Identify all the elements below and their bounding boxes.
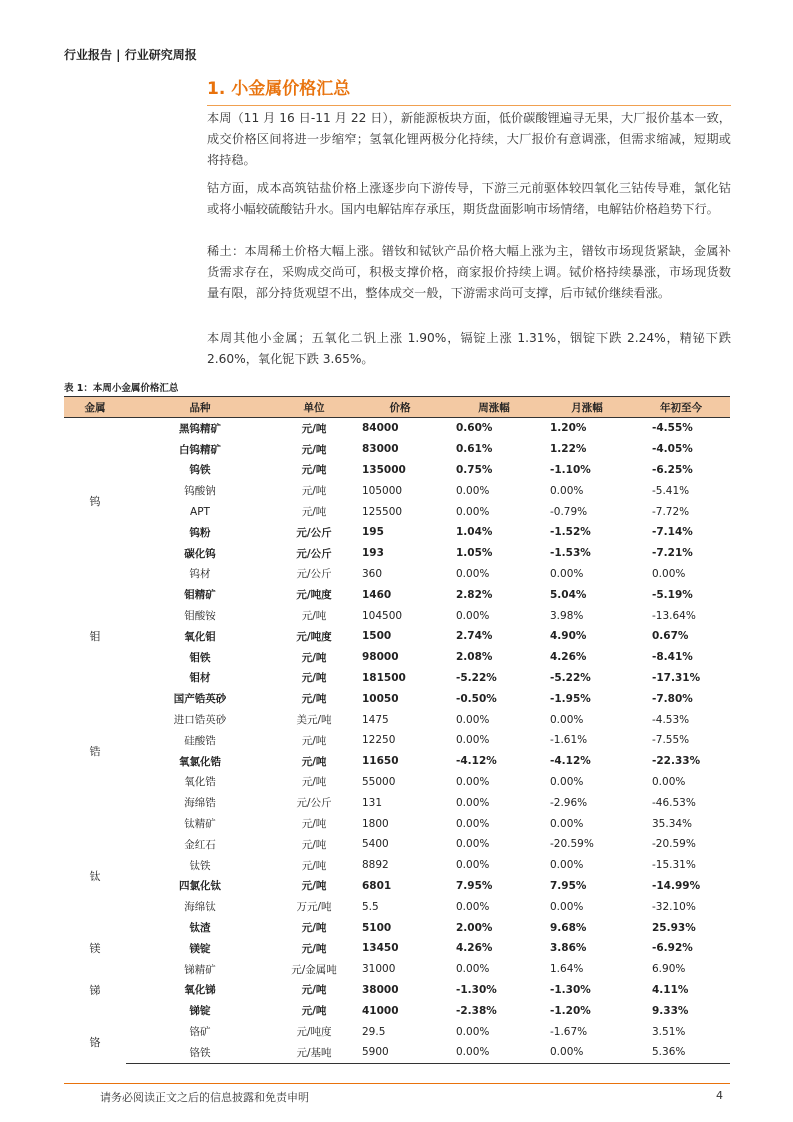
table-row bbox=[64, 959, 730, 980]
footer-divider bbox=[64, 1083, 730, 1084]
month-change-cell: -1.20% bbox=[550, 1004, 591, 1017]
unit-cell: 元/吨 bbox=[301, 693, 327, 706]
ytd-change-cell: -4.05% bbox=[652, 443, 693, 456]
week-change-cell: 0.00% bbox=[456, 505, 490, 518]
month-change-cell: -1.95% bbox=[550, 692, 591, 705]
week-change-cell: 0.00% bbox=[446, 1042, 542, 1063]
table-row bbox=[64, 1042, 730, 1063]
table-row bbox=[64, 1021, 730, 1042]
month-change-cell: 7.95% bbox=[550, 879, 587, 892]
table-row bbox=[64, 709, 730, 730]
price-cell: 31000 bbox=[362, 963, 396, 976]
price-cell: 12250 bbox=[362, 734, 396, 747]
variety-cell: 钛精矿 bbox=[184, 818, 216, 831]
week-change-cell: 2.74% bbox=[456, 630, 493, 643]
price-cell: 105000 bbox=[362, 484, 403, 497]
unit-cell: 元/吨 bbox=[301, 422, 327, 435]
price-cell: 104500 bbox=[362, 609, 403, 622]
table-row bbox=[64, 938, 730, 959]
price-cell: 193 bbox=[362, 547, 384, 560]
unit-cell: 元/吨 bbox=[301, 506, 327, 519]
month-change-cell: 4.26% bbox=[550, 651, 587, 664]
ytd-change-cell: -20.59% bbox=[652, 838, 696, 851]
ytd-change-cell: -32.10% bbox=[652, 900, 696, 913]
week-change-cell: -2.38% bbox=[456, 1004, 497, 1017]
month-change-cell: 5.04% bbox=[550, 588, 587, 601]
price-table-body bbox=[64, 418, 730, 1064]
ytd-change-cell: -17.31% bbox=[652, 671, 701, 684]
week-change-cell: 0.75% bbox=[456, 463, 493, 476]
variety-cell: 黑钨精矿 bbox=[179, 422, 221, 435]
metal-group-label: 钼 bbox=[89, 630, 101, 644]
variety-cell: 进口锆英砂 bbox=[173, 714, 227, 727]
price-cell: 360 bbox=[362, 567, 383, 580]
page-number: 4 bbox=[716, 1089, 723, 1102]
variety-cell: 钼酸铵 bbox=[184, 610, 216, 623]
table-row bbox=[64, 980, 730, 1001]
header-ytd-change: 年初至今 bbox=[632, 397, 730, 418]
ytd-change-cell: 35.34% bbox=[652, 817, 693, 830]
month-change-cell: -1.30% bbox=[550, 983, 591, 996]
table-row bbox=[64, 460, 730, 481]
unit-cell: 元/吨 bbox=[301, 651, 327, 664]
week-change-cell: 0.00% bbox=[456, 817, 490, 830]
table-row bbox=[64, 834, 730, 855]
price-cell: 1500 bbox=[362, 630, 392, 643]
unit-cell: 元/吨 bbox=[301, 922, 327, 935]
price-cell: 1475 bbox=[362, 713, 389, 726]
ytd-change-cell: -5.19% bbox=[652, 588, 693, 601]
variety-cell: 钛渣 bbox=[189, 922, 211, 935]
ytd-change-cell: 4.11% bbox=[652, 983, 689, 996]
variety-cell: 锑锭 bbox=[189, 1005, 211, 1018]
metal-group-label: 镁 bbox=[89, 942, 101, 956]
table-row bbox=[64, 564, 730, 585]
month-change-cell: 0.00% bbox=[550, 859, 584, 872]
ytd-change-cell: 0.00% bbox=[652, 567, 686, 580]
month-change-cell: 1.20% bbox=[550, 422, 587, 435]
ytd-change-cell: -14.99% bbox=[652, 879, 701, 892]
ytd-change-cell: -6.92% bbox=[652, 942, 693, 955]
variety-cell: 金红石 bbox=[184, 838, 216, 851]
unit-cell: 元/吨 bbox=[301, 755, 327, 768]
price-cell: 11650 bbox=[362, 755, 399, 768]
week-change-cell: 0.61% bbox=[456, 443, 493, 456]
unit-cell: 元/吨 bbox=[301, 859, 327, 872]
table-row bbox=[64, 751, 730, 772]
variety-cell: 硅酸锆 bbox=[184, 734, 216, 747]
ytd-change-cell: -4.53% bbox=[652, 713, 690, 726]
ytd-change-cell: -7.55% bbox=[652, 734, 690, 747]
week-change-cell: 0.00% bbox=[456, 1025, 490, 1038]
table-row bbox=[64, 876, 730, 897]
week-change-cell: 0.60% bbox=[456, 422, 493, 435]
header-month-change: 月涨幅 bbox=[542, 397, 632, 418]
table-row bbox=[64, 730, 730, 751]
month-change-cell: -4.12% bbox=[550, 755, 591, 768]
price-cell: 125500 bbox=[362, 505, 403, 518]
unit-cell: 元/金属吨 bbox=[291, 963, 337, 976]
table-caption: 表 1：本周小金属价格汇总 bbox=[64, 383, 179, 394]
price-cell: 29.5 bbox=[362, 1025, 386, 1038]
table-row bbox=[64, 792, 730, 813]
variety-cell: 镁锭 bbox=[189, 942, 211, 955]
variety-cell: 钨粉 bbox=[189, 526, 211, 539]
variety-cell: 铬矿 bbox=[189, 1026, 211, 1038]
variety-cell: 海绵钛 bbox=[184, 901, 216, 914]
header-price: 价格 bbox=[354, 397, 446, 418]
variety-cell: 钨酸钠 bbox=[184, 485, 216, 498]
variety-cell: 氧化锆 bbox=[184, 776, 216, 789]
variety-cell: 钨铁 bbox=[189, 464, 211, 477]
price-cell: 5900 bbox=[354, 1042, 446, 1063]
month-change-cell: 0.00% bbox=[550, 900, 584, 913]
ytd-change-cell: -46.53% bbox=[652, 796, 696, 809]
paragraph-rare-earth: 稀土：本周稀土价格大幅上涨。镨钕和铽钬产品价格大幅上涨为主，镨钕市场现货紧缺，金属补货需求存在，采购成交尚可，积极支撑价格，商家报价持续上调。铽价格持续暴涨，市场现货数量有限，部分持货观望不出，整体成交一般，下游需求尚可支撑，后市铽价继续看涨。 bbox=[207, 244, 731, 300]
table-row bbox=[64, 584, 730, 605]
unit-cell: 美元/吨 bbox=[296, 714, 332, 727]
ytd-change-cell: -4.55% bbox=[652, 422, 693, 435]
month-change-cell: 0.00% bbox=[550, 713, 584, 726]
metal-group-label: 铬 bbox=[89, 1036, 101, 1050]
table-row bbox=[64, 1000, 730, 1021]
variety-cell: 铬铁 bbox=[126, 1042, 274, 1063]
unit-cell: 元/公斤 bbox=[296, 547, 332, 560]
unit-cell: 元/吨 bbox=[301, 776, 327, 789]
unit-cell: 万元/吨 bbox=[296, 901, 332, 914]
ytd-change-cell: 6.90% bbox=[652, 963, 686, 976]
unit-cell: 元/吨度 bbox=[296, 1026, 332, 1038]
paragraph-new-energy: 本周（11 月 16 日-11 月 22 日），新能源板块方面，低价碳酸锂遍寻无果，大厂报价基本一致，成交价格区间将进一步缩窄；氢氧化锂两极分化持续，大厂报价有意调涨，但需求缩减，短期或将持稳。 bbox=[207, 111, 731, 167]
variety-cell: 钼材 bbox=[189, 672, 211, 685]
ytd-change-cell: -7.72% bbox=[652, 505, 690, 518]
unit-cell: 元/吨 bbox=[301, 464, 327, 477]
month-change-cell: -20.59% bbox=[550, 838, 594, 851]
table-row bbox=[64, 668, 730, 689]
table-row bbox=[64, 501, 730, 522]
price-cell: 8892 bbox=[362, 859, 389, 872]
table-header-row bbox=[64, 397, 730, 418]
month-change-cell: 3.98% bbox=[550, 609, 584, 622]
price-cell: 135000 bbox=[362, 463, 406, 476]
unit-cell: 元/吨度 bbox=[296, 589, 332, 602]
ytd-change-cell: -8.41% bbox=[652, 651, 693, 664]
unit-cell: 元/吨 bbox=[301, 942, 327, 955]
week-change-cell: 0.00% bbox=[456, 567, 490, 580]
ytd-change-cell: 5.36% bbox=[632, 1042, 730, 1063]
week-change-cell: 4.26% bbox=[456, 942, 493, 955]
unit-cell: 元/公斤 bbox=[296, 526, 332, 539]
variety-cell: 钼铁 bbox=[189, 651, 211, 664]
ytd-change-cell: -15.31% bbox=[652, 859, 696, 872]
variety-cell: 碳化钨 bbox=[184, 547, 216, 560]
table-row bbox=[64, 418, 730, 439]
variety-cell: 锑精矿 bbox=[184, 963, 216, 976]
month-change-cell: -1.10% bbox=[550, 463, 591, 476]
header-metal: 金属 bbox=[64, 397, 126, 418]
month-change-cell: 0.00% bbox=[542, 1042, 632, 1063]
month-change-cell: 4.90% bbox=[550, 630, 587, 643]
variety-cell: APT bbox=[190, 505, 210, 518]
table-row bbox=[64, 917, 730, 938]
price-cell: 1800 bbox=[362, 817, 389, 830]
ytd-change-cell: -5.41% bbox=[652, 484, 690, 497]
paragraph-other-metals: 本周其他小金属；五氧化二钒上涨 1.90%，镉锭上涨 1.31%，铟锭下跌 2.24%，精铋下跌 2.60%，氧化铌下跌 3.65%。 bbox=[207, 331, 731, 366]
price-cell: 131 bbox=[362, 796, 383, 809]
month-change-cell: -0.79% bbox=[550, 505, 588, 518]
ytd-change-cell: 9.33% bbox=[652, 1004, 689, 1017]
report-header: 行业报告 | 行业研究周报 bbox=[64, 48, 197, 62]
section-title: 1. 小金属价格汇总 bbox=[207, 74, 731, 106]
variety-cell: 钨材 bbox=[189, 568, 211, 581]
month-change-cell: 0.00% bbox=[550, 775, 584, 788]
price-cell: 195 bbox=[362, 526, 384, 539]
month-change-cell: -1.53% bbox=[550, 547, 591, 560]
price-cell: 6801 bbox=[362, 879, 392, 892]
table-row bbox=[64, 896, 730, 917]
ytd-change-cell: -7.80% bbox=[652, 692, 693, 705]
price-cell: 5400 bbox=[362, 838, 389, 851]
table-row bbox=[64, 480, 730, 501]
header-week-change: 周涨幅 bbox=[446, 397, 542, 418]
price-cell: 181500 bbox=[362, 671, 406, 684]
table-row bbox=[64, 626, 730, 647]
month-change-cell: -2.96% bbox=[550, 796, 588, 809]
week-change-cell: 0.00% bbox=[456, 734, 490, 747]
variety-cell: 白钨精矿 bbox=[179, 443, 221, 456]
unit-cell: 元/吨度 bbox=[296, 630, 332, 643]
week-change-cell: 1.05% bbox=[456, 547, 493, 560]
month-change-cell: -1.52% bbox=[550, 526, 591, 539]
week-change-cell: 0.00% bbox=[456, 900, 490, 913]
month-change-cell: 0.00% bbox=[550, 817, 584, 830]
month-change-cell: 0.00% bbox=[550, 567, 584, 580]
unit-cell: 元/吨 bbox=[301, 734, 327, 747]
week-change-cell: -5.22% bbox=[456, 671, 497, 684]
footer-disclaimer: 请务必阅读正文之后的信息披露和免责申明 bbox=[100, 1091, 309, 1104]
table-row bbox=[64, 855, 730, 876]
ytd-change-cell: -7.14% bbox=[652, 526, 693, 539]
unit-cell: 元/公斤 bbox=[296, 568, 332, 581]
unit-cell: 元/吨 bbox=[301, 610, 327, 623]
ytd-change-cell: -7.21% bbox=[652, 547, 693, 560]
week-change-cell: 0.00% bbox=[456, 859, 490, 872]
table-row bbox=[64, 772, 730, 793]
month-change-cell: -1.67% bbox=[550, 1025, 588, 1038]
price-cell: 38000 bbox=[362, 983, 399, 996]
week-change-cell: 0.00% bbox=[456, 713, 490, 726]
table-row bbox=[64, 439, 730, 460]
week-change-cell: -1.30% bbox=[456, 983, 497, 996]
price-cell: 98000 bbox=[362, 651, 399, 664]
price-table bbox=[64, 396, 730, 1064]
variety-cell: 氧化锑 bbox=[184, 984, 216, 997]
table-row bbox=[64, 647, 730, 668]
week-change-cell: -4.12% bbox=[456, 755, 497, 768]
metal-group-label: 钨 bbox=[89, 495, 101, 509]
ytd-change-cell: -13.64% bbox=[652, 609, 696, 622]
week-change-cell: 1.04% bbox=[456, 526, 493, 539]
price-cell: 13450 bbox=[362, 942, 399, 955]
ytd-change-cell: -22.33% bbox=[652, 755, 701, 768]
month-change-cell: 9.68% bbox=[550, 921, 587, 934]
week-change-cell: 0.00% bbox=[456, 963, 490, 976]
ytd-change-cell: 0.67% bbox=[652, 630, 689, 643]
week-change-cell: 0.00% bbox=[456, 838, 490, 851]
header-unit: 单位 bbox=[274, 397, 354, 418]
week-change-cell: 0.00% bbox=[456, 775, 490, 788]
unit-cell: 元/吨 bbox=[301, 443, 327, 456]
month-change-cell: 0.00% bbox=[550, 484, 584, 497]
header-variety: 品种 bbox=[126, 397, 274, 418]
price-cell: 5100 bbox=[362, 921, 392, 934]
ytd-change-cell: 3.51% bbox=[652, 1025, 686, 1038]
variety-cell: 钼精矿 bbox=[184, 589, 216, 602]
unit-cell: 元/吨 bbox=[301, 984, 327, 997]
metal-group-label: 钛 bbox=[89, 869, 101, 883]
variety-cell: 钛铁 bbox=[189, 859, 211, 872]
month-change-cell: 1.64% bbox=[550, 963, 584, 976]
month-change-cell: -5.22% bbox=[550, 671, 591, 684]
week-change-cell: 2.82% bbox=[456, 588, 493, 601]
price-cell: 1460 bbox=[362, 588, 392, 601]
unit-cell: 元/吨 bbox=[301, 880, 327, 893]
week-change-cell: 2.00% bbox=[456, 921, 493, 934]
week-change-cell: 0.00% bbox=[456, 484, 490, 497]
variety-cell: 四氯化钛 bbox=[179, 880, 221, 893]
variety-cell: 氧氯化锆 bbox=[179, 755, 221, 768]
table-row bbox=[64, 543, 730, 564]
week-change-cell: -0.50% bbox=[456, 692, 497, 705]
variety-cell: 海绵锆 bbox=[184, 797, 216, 810]
price-cell: 10050 bbox=[362, 692, 399, 705]
price-cell: 83000 bbox=[362, 443, 399, 456]
unit-cell: 元/公斤 bbox=[296, 797, 332, 810]
week-change-cell: 2.08% bbox=[456, 651, 493, 664]
unit-cell: 元/基吨 bbox=[274, 1042, 354, 1063]
price-cell: 5.5 bbox=[362, 900, 379, 913]
unit-cell: 元/吨 bbox=[301, 485, 327, 498]
ytd-change-cell: -6.25% bbox=[652, 463, 693, 476]
table-row bbox=[64, 605, 730, 626]
ytd-change-cell: 0.00% bbox=[652, 775, 686, 788]
month-change-cell: 1.22% bbox=[550, 443, 587, 456]
ytd-change-cell: 25.93% bbox=[652, 921, 696, 934]
week-change-cell: 0.00% bbox=[456, 796, 490, 809]
price-cell: 41000 bbox=[362, 1004, 399, 1017]
table-row bbox=[64, 813, 730, 834]
unit-cell: 元/吨 bbox=[301, 672, 327, 685]
month-change-cell: 3.86% bbox=[550, 942, 587, 955]
metal-group-label: 锆 bbox=[89, 744, 101, 758]
paragraph-cobalt: 钴方面，成本高筑钴盐价格上涨逐步向下游传导，下游三元前驱体较四氧化三钴传导难，氯化钴或将小幅较硫酸钴升水。国内电解钴库存承压，期货盘面影响市场情绪，电解钴价格趋势下行。 bbox=[207, 181, 731, 216]
unit-cell: 元/吨 bbox=[301, 818, 327, 831]
month-change-cell: -1.61% bbox=[550, 734, 588, 747]
table-row bbox=[64, 688, 730, 709]
week-change-cell: 7.95% bbox=[456, 879, 493, 892]
week-change-cell: 0.00% bbox=[456, 609, 490, 622]
unit-cell: 元/吨 bbox=[301, 1005, 327, 1018]
unit-cell: 元/吨 bbox=[301, 838, 327, 851]
variety-cell: 氧化钼 bbox=[184, 630, 216, 643]
variety-cell: 国产锆英砂 bbox=[173, 693, 227, 706]
price-cell: 55000 bbox=[362, 775, 396, 788]
price-cell: 84000 bbox=[362, 422, 399, 435]
table-row bbox=[64, 522, 730, 543]
metal-group-label: 锑 bbox=[89, 983, 101, 997]
